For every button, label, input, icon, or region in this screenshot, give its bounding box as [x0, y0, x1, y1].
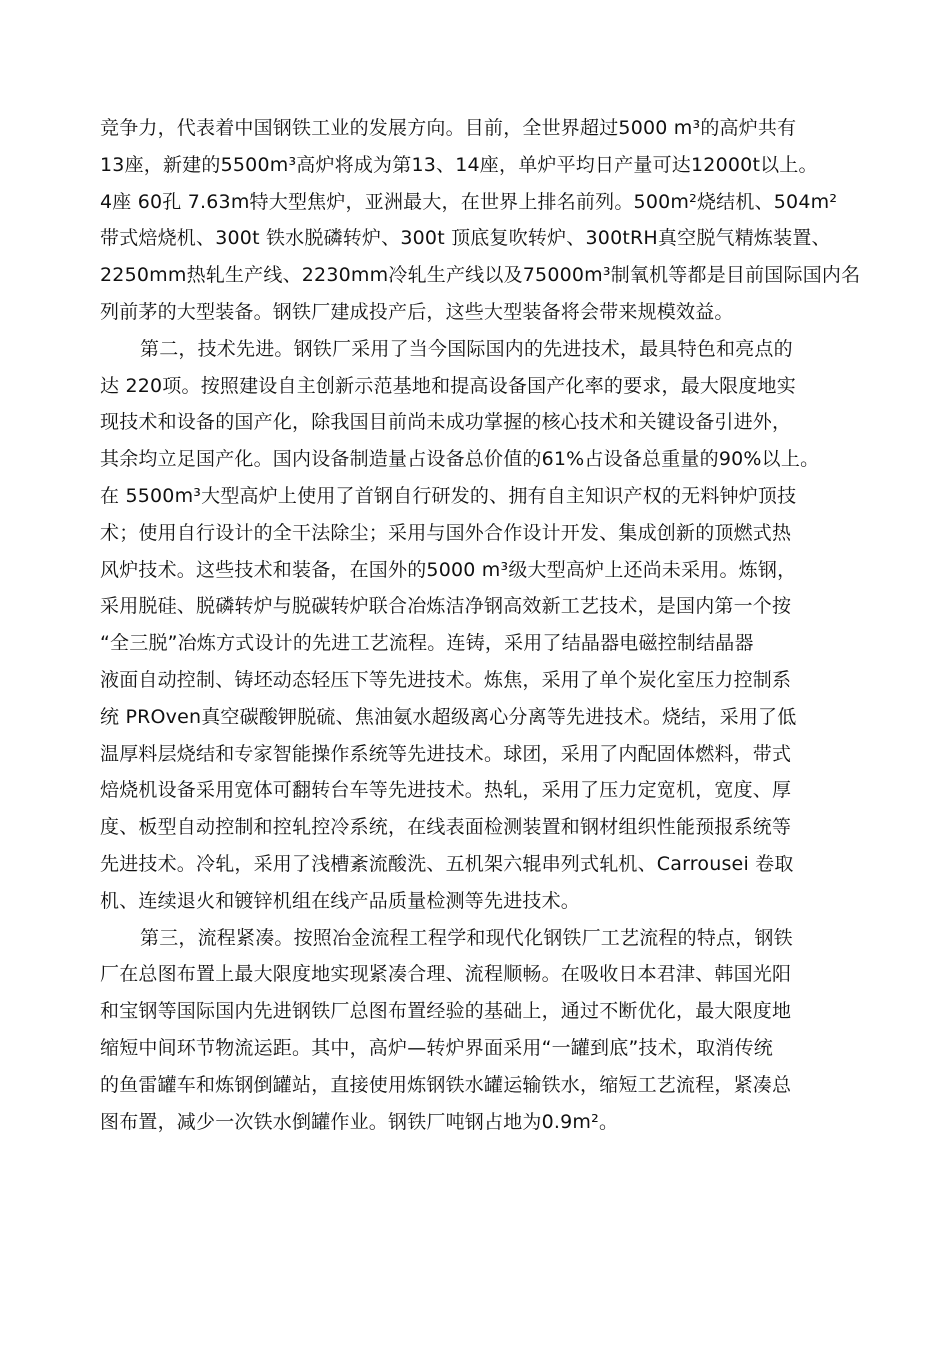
- text-line: 风炉技术。这些技术和装备，在国外的5000 m³级大型高炉上还尚未采用。炼钢，: [100, 558, 797, 581]
- text-line: 4座 60孔 7.63m特大型焦炉，亚洲最大，在世界上排名前列。500m²烧结机、504m²: [100, 190, 838, 213]
- text-line: 机、连续退火和镀锌机组在线产品质量检测等先进技术。: [100, 889, 581, 912]
- text-line: 第三，流程紧凑。按照冶金流程工程学和现代化钢铁厂工艺流程的特点，钢铁: [140, 926, 793, 949]
- text-line: 先进技术。冷轧，采用了浅槽紊流酸洗、五机架六辊串列式轧机、Carrousei 卷取: [100, 852, 794, 875]
- text-line: 13座，新建的5500m³高炉将成为第13、14座，单炉平均日产量可达12000t以上。: [100, 153, 818, 176]
- text-line: 其余均立足国产化。国内设备制造量占设备总价值的61%占设备总重量的90%以上。: [100, 448, 820, 471]
- document-body: [100, 110, 860, 1140]
- text-line: 术；使用自行设计的全干法除尘；采用与国外合作设计开发、集成创新的顶燃式热: [100, 521, 792, 544]
- text-line: 和宝钢等国际国内先进钢铁厂总图布置经验的基础上，通过不断优化，最大限度地: [100, 1000, 792, 1023]
- text-line: 达 220项。按照建设自主创新示范基地和提高设备国产化率的要求，最大限度地实: [100, 374, 796, 397]
- text-line: 图布置，减少一次铁水倒罐作业。钢铁厂吨钢占地为0.9m²。: [100, 1110, 619, 1133]
- text-line: 焙烧机设备采用宽体可翻转台车等先进技术。热轧，采用了压力定宽机，宽度、厚: [100, 779, 792, 802]
- paragraph-1: [100, 110, 860, 331]
- text-line: 液面自动控制、铸坯动态轻压下等先进技术。炼焦，采用了单个炭化室压力控制系: [100, 668, 792, 691]
- text-line: 2250mm热轧生产线、2230mm冷轧生产线以及75000m³制氧机等都是目前国际国内名: [100, 264, 861, 287]
- text-line: 统 PROven真空碳酸钾脱硫、焦油氨水超级离心分离等先进技术。烧结，采用了低: [100, 705, 797, 728]
- text-line: 采用脱硅、脱磷转炉与脱碳转炉联合冶炼洁净钢高效新工艺技术，是国内第一个按: [100, 595, 792, 618]
- text-line: 现技术和设备的国产化，除我国目前尚未成功掌握的核心技术和关键设备引进外，: [100, 411, 792, 434]
- paragraph-2: [100, 331, 860, 920]
- text-line: 厂在总图布置上最大限度地实现紧凑合理、流程顺畅。在吸收日本君津、韩国光阳: [100, 963, 792, 986]
- text-line: 第二，技术先进。钢铁厂采用了当今国际国内的先进技术，最具特色和亮点的: [140, 337, 793, 360]
- text-line: 竞争力，代表着中国钢铁工业的发展方向。目前，全世界超过5000 m³的高炉共有: [100, 117, 797, 139]
- text-line: 度、板型自动控制和控轧控冷系统，在线表面检测装置和钢材组织性能预报系统等: [100, 816, 792, 839]
- text-line: 的鱼雷罐车和炼钢倒罐站，直接使用炼钢铁水罐运输铁水，缩短工艺流程，紧凑总: [100, 1073, 792, 1096]
- paragraph-3: [100, 920, 860, 1141]
- text-line: “全三脱”冶炼方式设计的先进工艺流程。连铸，采用了结晶器电磁控制结晶器: [100, 632, 754, 655]
- text-line: 缩短中间环节物流运距。其中，高炉—转炉界面采用“一罐到底”技术，取消传统: [100, 1036, 773, 1059]
- text-line: 在 5500m³大型高炉上使用了首钢自行研发的、拥有自主知识产权的无料钟炉顶技: [100, 484, 797, 507]
- text-line: 带式焙烧机、300t 铁水脱磷转炉、300t 顶底复吹转炉、300tRH真空脱气精炼装置、: [100, 227, 831, 250]
- text-line: 列前茅的大型装备。钢铁厂建成投产后，这些大型装备将会带来规模效益。: [100, 300, 734, 323]
- text-line: 温厚料层烧结和专家智能操作系统等先进技术。球团，采用了内配固体燃料，带式: [100, 742, 792, 765]
